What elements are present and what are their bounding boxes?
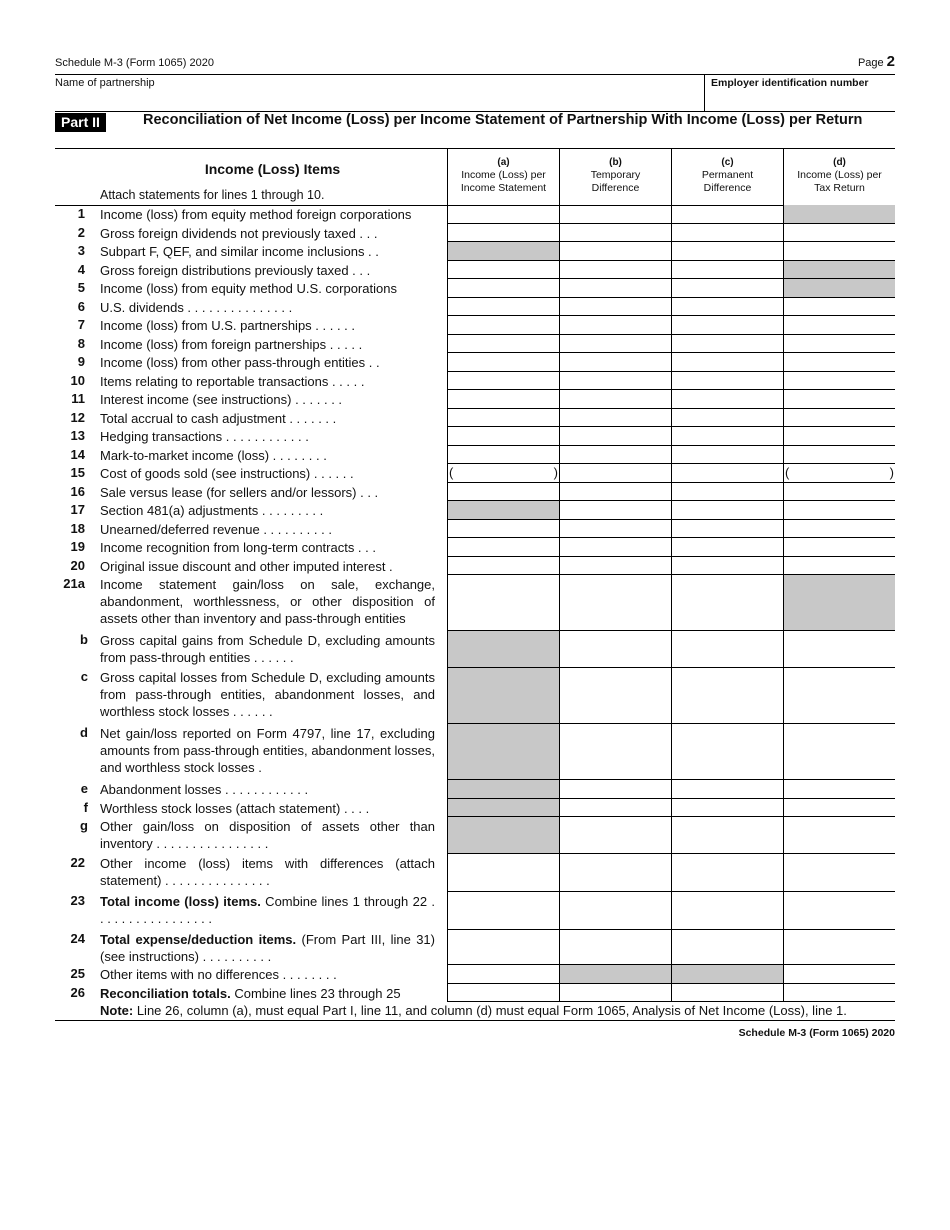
line-description: Gross foreign dividends not previously taxed . . . xyxy=(100,225,378,241)
line-e-col-b-amount[interactable] xyxy=(559,780,671,799)
line-16-col-c-amount[interactable] xyxy=(671,483,783,502)
line-description: Unearned/deferred revenue . . . . . . . . . . xyxy=(100,521,332,537)
line-2-col-c-amount[interactable] xyxy=(671,224,783,243)
line-description: Reconciliation totals. Combine lines 23 through 25 xyxy=(100,985,401,1001)
line-24-col-b-amount[interactable] xyxy=(559,930,671,965)
line-3-col-d-amount[interactable] xyxy=(783,242,895,261)
form-header xyxy=(55,52,895,75)
line-24 xyxy=(55,930,895,965)
line-20-col-d-amount[interactable] xyxy=(783,557,895,576)
line-number: 14 xyxy=(70,446,85,462)
line-26-col-d-amount[interactable] xyxy=(783,984,895,1003)
line-20 xyxy=(55,557,895,576)
line-4 xyxy=(55,261,895,280)
line-d-col-b-amount[interactable] xyxy=(559,724,671,780)
line-7-col-b-amount[interactable] xyxy=(559,316,671,335)
line-14-col-a-amount[interactable] xyxy=(447,446,559,465)
line-15-col-d-amount[interactable] xyxy=(783,464,895,483)
line-15-col-a-amount[interactable] xyxy=(447,464,559,483)
line-5-col-d-amount xyxy=(783,279,895,298)
line-26-col-b-amount[interactable] xyxy=(559,984,671,1003)
line-2-col-a-amount[interactable] xyxy=(447,224,559,243)
line-description: Income (loss) from foreign partnerships . . . . . xyxy=(100,336,363,352)
line-8-col-a-amount[interactable] xyxy=(447,335,559,354)
line-10-col-c-amount[interactable] xyxy=(671,372,783,391)
line-description: Sale versus lease (for sellers and/or lessors) . . . xyxy=(100,484,379,500)
line-e-col-c-amount[interactable] xyxy=(671,780,783,799)
line-description: Income (loss) from U.S. partnerships . . . . . . xyxy=(100,318,356,333)
line-g-col-d-amount[interactable] xyxy=(783,817,895,854)
line-d-col-a-amount xyxy=(447,724,559,780)
line-17-col-b-amount[interactable] xyxy=(559,501,671,520)
line-10-col-a-amount[interactable] xyxy=(447,372,559,391)
line-description: Other items with no differences . . . . . . . . xyxy=(100,967,337,982)
line-18-col-d-amount[interactable] xyxy=(783,520,895,539)
page-indicator xyxy=(858,53,895,70)
line-5-col-a-amount[interactable] xyxy=(447,279,559,298)
line-4-col-c-amount[interactable] xyxy=(671,261,783,280)
line-20-col-b-amount[interactable] xyxy=(559,557,671,576)
line-16-col-b-amount[interactable] xyxy=(559,483,671,502)
line-description: Other gain/loss on disposition of assets other than inventory . . . . . . . . . . . . . . . . xyxy=(100,819,435,851)
line-15-col-c-amount[interactable] xyxy=(671,464,783,483)
line-number: 12 xyxy=(70,409,85,425)
column-b-header: (b) Temporary Difference xyxy=(559,148,671,205)
line-c-col-b-amount[interactable] xyxy=(559,668,671,724)
line-18-col-a-amount[interactable] xyxy=(447,520,559,539)
line-21a-col-c-amount[interactable] xyxy=(671,575,783,631)
line-11-col-a-amount[interactable] xyxy=(447,390,559,409)
line-7-col-c-amount[interactable] xyxy=(671,316,783,335)
column-c-header: (c) Permanent Difference xyxy=(671,148,783,205)
line-description: Cost of goods sold (see instructions) . . . . . . xyxy=(100,466,354,481)
line-description: Income (loss) from other pass-through entities . . xyxy=(100,355,380,370)
line-12-col-b-amount[interactable] xyxy=(559,409,671,428)
line-5 xyxy=(55,279,895,298)
line-number: 1 xyxy=(77,206,85,221)
line-b-col-a-amount xyxy=(447,631,559,668)
line-22-col-d-amount[interactable] xyxy=(783,854,895,892)
line-number: 10 xyxy=(70,372,85,388)
line-26-col-c-amount[interactable] xyxy=(671,984,783,1003)
line-e xyxy=(55,780,895,799)
line-12 xyxy=(55,409,895,428)
line-11 xyxy=(55,390,895,409)
note-text: Line 26, column (a), must equal Part I, line 11, and column (d) must equal Form 1065, Analysis of Net Income (Loss), line 1. xyxy=(133,1003,847,1018)
line-9-col-b-amount[interactable] xyxy=(559,353,671,372)
line-3-col-c-amount[interactable] xyxy=(671,242,783,261)
line-d xyxy=(55,724,895,780)
line-13-col-b-amount[interactable] xyxy=(559,427,671,446)
line-9-col-d-amount[interactable] xyxy=(783,353,895,372)
line-26 xyxy=(55,984,895,1003)
line-description: Income recognition from long-term contracts . . . xyxy=(100,540,376,555)
ein-field[interactable]: Employer identification number xyxy=(704,74,895,111)
line-21a-col-a-amount[interactable] xyxy=(447,575,559,631)
line-e-col-a-amount xyxy=(447,780,559,799)
line-4-col-a-amount[interactable] xyxy=(447,261,559,280)
line-number: 15 xyxy=(70,465,85,480)
line-description: Subpart F, QEF, and similar income inclusions . . xyxy=(100,244,379,259)
line-number: 26 xyxy=(70,984,85,1000)
line-1-col-a-amount[interactable] xyxy=(447,205,559,224)
line-description: Total expense/deduction items. (From Part III, line 31) (see instructions) . . . . . . . . . . xyxy=(100,932,435,964)
line-17-col-d-amount[interactable] xyxy=(783,501,895,520)
line-1 xyxy=(55,205,895,224)
line-17-col-c-amount[interactable] xyxy=(671,501,783,520)
note-rule xyxy=(55,1020,895,1021)
part-header xyxy=(55,111,895,149)
line-22 xyxy=(55,854,895,892)
line-13-col-a-amount[interactable] xyxy=(447,427,559,446)
line-19 xyxy=(55,538,895,557)
line-9-col-a-amount[interactable] xyxy=(447,353,559,372)
line-13 xyxy=(55,427,895,446)
line-11-col-c-amount[interactable] xyxy=(671,390,783,409)
line-number: 22 xyxy=(70,855,85,870)
note xyxy=(100,1003,895,1018)
line-description: Worthless stock losses (attach statement) . . . . xyxy=(100,800,370,816)
line-19-col-b-amount[interactable] xyxy=(559,538,671,557)
line-description: Net gain/loss reported on Form 4797, line 17, excluding amounts from pass-through entities, abandonment losses, and worthless stock losses . xyxy=(100,726,435,775)
line-f xyxy=(55,799,895,818)
line-8-col-c-amount[interactable] xyxy=(671,335,783,354)
partnership-name-field[interactable]: Name of partnership xyxy=(55,77,155,89)
line-number: 5 xyxy=(77,280,85,295)
line-b xyxy=(55,631,895,668)
line-number: 23 xyxy=(70,893,85,908)
line-18 xyxy=(55,520,895,539)
column-a-header: (a) Income (Loss) per Income Statement xyxy=(447,148,559,205)
line-number: e xyxy=(80,781,88,796)
line-12-col-a-amount[interactable] xyxy=(447,409,559,428)
line-d-col-c-amount[interactable] xyxy=(671,724,783,780)
line-2 xyxy=(55,224,895,243)
line-description: Interest income (see instructions) . . . . . . . xyxy=(100,392,343,407)
items-title: Income (Loss) Items xyxy=(204,161,341,177)
line-23-col-b-amount[interactable] xyxy=(559,892,671,930)
line-15 xyxy=(55,464,895,483)
line-3-col-b-amount[interactable] xyxy=(559,242,671,261)
line-22-col-a-amount[interactable] xyxy=(447,854,559,892)
line-number: 9 xyxy=(77,354,85,369)
line-description: Income statement gain/loss on sale, exchange, abandonment, worthlessness, or other disposition of assets other than inventory and pass-through entities xyxy=(100,577,435,626)
open-paren: ( xyxy=(449,465,454,480)
line-description: Income (loss) from equity method foreign corporations xyxy=(100,207,412,222)
line-number: 17 xyxy=(70,502,85,517)
line-8-col-d-amount[interactable] xyxy=(783,335,895,354)
line-e-col-d-amount[interactable] xyxy=(783,780,895,799)
line-3-col-a-amount xyxy=(447,242,559,261)
part-tag: Part II xyxy=(55,113,106,132)
line-14-col-d-amount[interactable] xyxy=(783,446,895,465)
line-5-col-c-amount[interactable] xyxy=(671,279,783,298)
line-number: b xyxy=(80,632,88,647)
line-f-col-b-amount[interactable] xyxy=(559,799,671,818)
line-13-col-d-amount[interactable] xyxy=(783,427,895,446)
close-paren: ) xyxy=(553,465,558,480)
line-f-col-a-amount xyxy=(447,799,559,818)
line-12-col-c-amount[interactable] xyxy=(671,409,783,428)
column-d-header: (d) Income (Loss) per Tax Return xyxy=(783,148,895,205)
open-paren: ( xyxy=(785,465,790,480)
line-4-col-d-amount xyxy=(783,261,895,280)
line-b-col-c-amount[interactable] xyxy=(671,631,783,668)
line-description: Items relating to reportable transactions . . . . . xyxy=(100,373,365,389)
line-19-col-d-amount[interactable] xyxy=(783,538,895,557)
line-25-col-c-amount xyxy=(671,965,783,984)
line-3 xyxy=(55,242,895,261)
line-c xyxy=(55,668,895,724)
line-23 xyxy=(55,892,895,930)
line-description: Total accrual to cash adjustment . . . . . . . xyxy=(100,410,337,426)
line-23-col-c-amount[interactable] xyxy=(671,892,783,930)
line-1-col-c-amount[interactable] xyxy=(671,205,783,224)
line-number: 6 xyxy=(77,298,85,314)
line-f-col-d-amount[interactable] xyxy=(783,799,895,818)
line-g-col-b-amount[interactable] xyxy=(559,817,671,854)
line-g-col-a-amount xyxy=(447,817,559,854)
line-number: 4 xyxy=(77,261,85,277)
name-row xyxy=(55,74,895,112)
line-21a-col-d-amount xyxy=(783,575,895,631)
line-8-col-b-amount[interactable] xyxy=(559,335,671,354)
line-2-col-b-amount[interactable] xyxy=(559,224,671,243)
line-24-col-d-amount[interactable] xyxy=(783,930,895,965)
line-description: Other income (loss) items with differences (attach statement) . . . . . . . . . . . . . . . xyxy=(100,856,435,888)
line-19-col-a-amount[interactable] xyxy=(447,538,559,557)
line-6-col-a-amount[interactable] xyxy=(447,298,559,317)
line-b-col-b-amount[interactable] xyxy=(559,631,671,668)
line-number: 18 xyxy=(70,520,85,536)
line-number: 25 xyxy=(70,966,85,981)
line-10 xyxy=(55,372,895,391)
line-25-col-b-amount xyxy=(559,965,671,984)
line-description: U.S. dividends . . . . . . . . . . . . . . . xyxy=(100,299,293,315)
line-8 xyxy=(55,335,895,354)
line-description: Gross capital losses from Schedule D, excluding amounts from pass-through entities, abandonment losses, and worthless stock losses . . . . . . xyxy=(100,670,435,719)
line-description: Hedging transactions . . . . . . . . . . . . xyxy=(100,429,309,444)
page-number: 2 xyxy=(886,53,895,70)
line-16-col-a-amount[interactable] xyxy=(447,483,559,502)
line-description: Total income (loss) items. Combine lines 1 through 22 . . . . . . . . . . . . . . . . . xyxy=(100,894,435,926)
close-paren: ) xyxy=(889,465,894,480)
line-number: c xyxy=(80,669,88,684)
line-description: Mark-to-market income (loss) . . . . . . . . xyxy=(100,447,327,463)
line-d-col-d-amount[interactable] xyxy=(783,724,895,780)
line-13-col-c-amount[interactable] xyxy=(671,427,783,446)
line-24-col-a-amount[interactable] xyxy=(447,930,559,965)
line-7-col-a-amount[interactable] xyxy=(447,316,559,335)
form-page xyxy=(55,0,895,1230)
line-7 xyxy=(55,316,895,335)
line-g-col-c-amount[interactable] xyxy=(671,817,783,854)
line-16 xyxy=(55,483,895,502)
part-title: Reconciliation of Net Income (Loss) per Income Statement of Partnership With Income (Loss) per Return xyxy=(143,112,863,128)
line-22-col-b-amount[interactable] xyxy=(559,854,671,892)
line-6-col-c-amount[interactable] xyxy=(671,298,783,317)
line-description: Income (loss) from equity method U.S. corporations xyxy=(100,281,397,296)
line-6-col-d-amount[interactable] xyxy=(783,298,895,317)
line-number: 3 xyxy=(77,243,85,258)
line-number: 7 xyxy=(77,317,85,332)
line-20-col-c-amount[interactable] xyxy=(671,557,783,576)
line-14-col-c-amount[interactable] xyxy=(671,446,783,465)
items-attach-note: Attach statements for lines 1 through 10. xyxy=(100,188,325,202)
line-6-col-b-amount[interactable] xyxy=(559,298,671,317)
line-description: Section 481(a) adjustments . . . . . . . . . xyxy=(100,503,324,518)
line-description: Abandonment losses . . . . . . . . . . . . xyxy=(100,782,309,797)
line-17 xyxy=(55,501,895,520)
line-21a-col-b-amount[interactable] xyxy=(559,575,671,631)
line-f-col-c-amount[interactable] xyxy=(671,799,783,818)
form-footer: Schedule M-3 (Form 1065) 2020 xyxy=(738,1027,895,1039)
line-number: 16 xyxy=(70,483,85,499)
line-22-col-c-amount[interactable] xyxy=(671,854,783,892)
line-number: 20 xyxy=(70,557,85,573)
line-23-col-a-amount[interactable] xyxy=(447,892,559,930)
line-number: 24 xyxy=(70,931,85,946)
line-9 xyxy=(55,353,895,372)
line-24-col-c-amount[interactable] xyxy=(671,930,783,965)
line-10-col-b-amount[interactable] xyxy=(559,372,671,391)
line-10-col-d-amount[interactable] xyxy=(783,372,895,391)
line-c-col-c-amount[interactable] xyxy=(671,668,783,724)
line-14-col-b-amount[interactable] xyxy=(559,446,671,465)
line-25-col-a-amount[interactable] xyxy=(447,965,559,984)
line-11-col-b-amount[interactable] xyxy=(559,390,671,409)
line-12-col-d-amount[interactable] xyxy=(783,409,895,428)
line-25-col-d-amount[interactable] xyxy=(783,965,895,984)
line-14 xyxy=(55,446,895,465)
line-number: f xyxy=(83,799,88,815)
line-18-col-b-amount[interactable] xyxy=(559,520,671,539)
line-23-col-d-amount[interactable] xyxy=(783,892,895,930)
line-9-col-c-amount[interactable] xyxy=(671,353,783,372)
line-7-col-d-amount[interactable] xyxy=(783,316,895,335)
line-21a xyxy=(55,575,895,631)
line-number: g xyxy=(80,818,88,833)
line-4-col-b-amount[interactable] xyxy=(559,261,671,280)
line-17-col-a-amount xyxy=(447,501,559,520)
line-number: 2 xyxy=(77,224,85,240)
line-16-col-d-amount[interactable] xyxy=(783,483,895,502)
column-header xyxy=(55,148,895,206)
line-number: 19 xyxy=(70,539,85,554)
line-g xyxy=(55,817,895,854)
form-name: Schedule M-3 (Form 1065) 2020 xyxy=(55,57,214,69)
line-2-col-d-amount[interactable] xyxy=(783,224,895,243)
line-6 xyxy=(55,298,895,317)
line-number: 8 xyxy=(77,335,85,351)
line-b-col-d-amount[interactable] xyxy=(783,631,895,668)
line-19-col-c-amount[interactable] xyxy=(671,538,783,557)
line-25 xyxy=(55,965,895,984)
line-20-col-a-amount[interactable] xyxy=(447,557,559,576)
line-number: d xyxy=(80,725,88,740)
line-number: 21a xyxy=(63,576,85,591)
line-c-col-a-amount xyxy=(447,668,559,724)
line-1-col-b-amount[interactable] xyxy=(559,205,671,224)
line-description: Gross foreign distributions previously taxed . . . xyxy=(100,262,371,278)
line-5-col-b-amount[interactable] xyxy=(559,279,671,298)
line-number: 13 xyxy=(70,428,85,443)
line-number: 11 xyxy=(71,391,85,406)
line-18-col-c-amount[interactable] xyxy=(671,520,783,539)
line-1-col-d-amount xyxy=(783,205,895,224)
line-c-col-d-amount[interactable] xyxy=(783,668,895,724)
line-11-col-d-amount[interactable] xyxy=(783,390,895,409)
line-26-col-a-amount[interactable] xyxy=(447,984,559,1003)
line-description: Original issue discount and other imputed interest . xyxy=(100,558,393,574)
line-15-col-b-amount[interactable] xyxy=(559,464,671,483)
note-label: Note: xyxy=(100,1003,134,1018)
page-label: Page xyxy=(857,57,884,69)
line-description: Gross capital gains from Schedule D, excluding amounts from pass-through entities . . . . . . xyxy=(100,633,435,665)
